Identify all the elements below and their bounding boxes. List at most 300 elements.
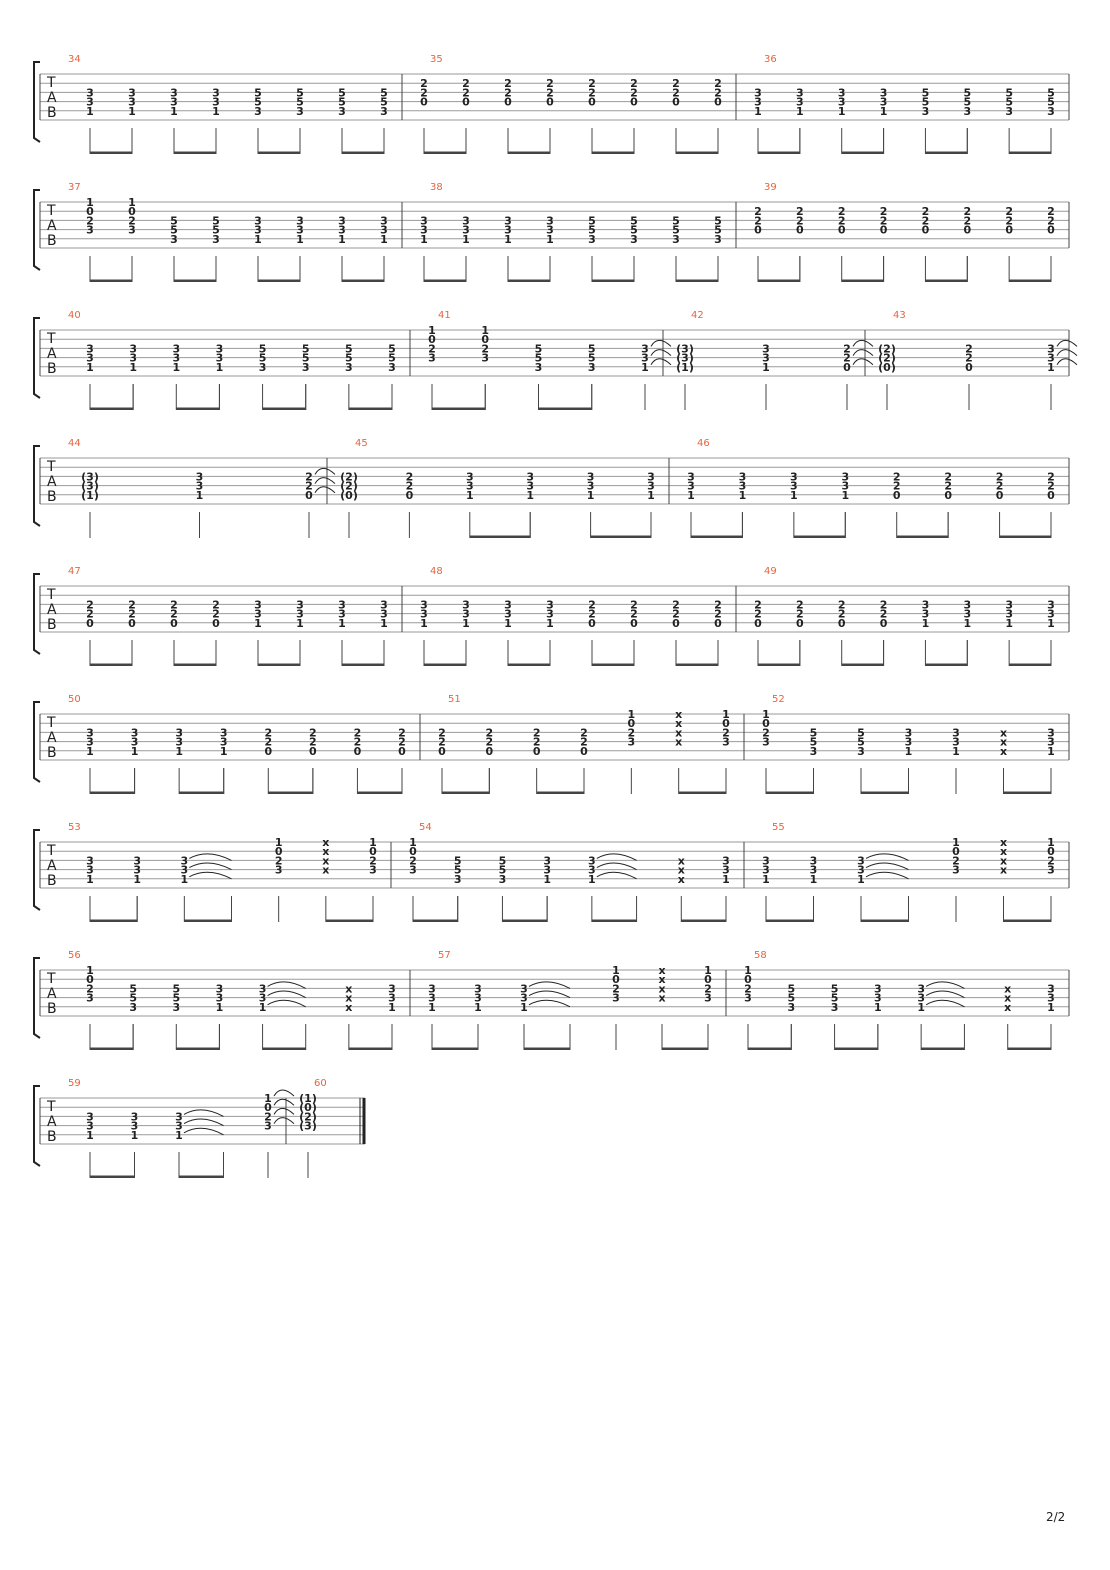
fret-number: 2	[796, 205, 804, 219]
fret-number: 0	[892, 488, 901, 502]
fret-number: 3	[465, 479, 474, 493]
fret-number: 2	[944, 479, 952, 493]
fret-number: 3	[254, 598, 262, 612]
fret-number: 3	[345, 360, 353, 374]
fret-number: 0	[438, 744, 446, 758]
fret-number: 2	[921, 205, 930, 219]
fret-number: 3	[388, 360, 396, 374]
fret-number: 3	[129, 351, 137, 365]
fret-number: 5	[714, 223, 722, 237]
tie-arc	[651, 359, 671, 365]
fret-number: 2	[438, 726, 446, 740]
measure	[68, 694, 406, 794]
fret-number: 2	[965, 351, 973, 365]
fret-number: 5	[588, 223, 596, 237]
fret-number: 1	[462, 616, 470, 630]
fret-number: 2	[588, 86, 596, 100]
fret-number: x	[658, 982, 666, 996]
fret-number: 0	[754, 223, 762, 237]
fret-number: 1	[128, 196, 136, 209]
slur-arc	[529, 982, 570, 989]
fret-number: x	[658, 991, 666, 1005]
fret-number: 5	[129, 991, 137, 1005]
fret-number: 2	[353, 735, 362, 749]
measure-number: 44	[68, 438, 81, 449]
fret-number: 5	[254, 95, 262, 109]
measure-number: 43	[893, 310, 906, 321]
tab-clef-letter: T	[47, 715, 56, 731]
beam	[432, 1048, 478, 1051]
fret-number: 1	[874, 1000, 882, 1014]
fret-number: 2	[892, 470, 901, 484]
fret-number: 1	[754, 104, 762, 118]
fret-number: 0	[353, 744, 362, 758]
fret-number: 3	[86, 86, 94, 100]
tab-clef-letter: A	[47, 1114, 57, 1130]
fret-number: 5	[338, 86, 346, 100]
fret-number: 3	[762, 735, 770, 749]
fret-number: 3	[420, 598, 428, 612]
fret-number: 1	[520, 1000, 528, 1014]
tab-system	[34, 54, 1069, 154]
fret-number: 0	[485, 744, 494, 758]
fret-number: 2	[1047, 854, 1055, 868]
fret-number: 5	[787, 991, 796, 1005]
beam	[342, 152, 384, 155]
fret-number: 3	[409, 863, 417, 877]
fret-number: 3	[520, 991, 528, 1005]
fret-number: 3	[380, 598, 388, 612]
measure-number: 46	[697, 438, 710, 449]
fret-number: 3	[219, 726, 228, 740]
fret-number: 3	[641, 342, 649, 356]
fret-number: 3	[526, 479, 535, 493]
fret-number: 5	[345, 342, 353, 356]
fret-number: 3	[879, 95, 888, 109]
fret-number: 1	[546, 232, 554, 246]
fret-number: 0	[409, 845, 417, 859]
fret-number: 3	[504, 598, 512, 612]
slur-arc	[597, 854, 637, 861]
beam	[591, 536, 651, 539]
fret-number: 2	[1005, 214, 1013, 228]
tab-clef-letter: A	[47, 602, 57, 618]
beam	[508, 280, 550, 283]
fret-number: 1	[722, 872, 730, 886]
fret-number: 1	[1047, 836, 1055, 849]
fret-number: 3	[254, 104, 262, 118]
fret-number: 3	[129, 342, 137, 356]
fret-number: 3	[212, 86, 220, 100]
fret-number: 1	[921, 616, 930, 630]
fret-number: 3	[172, 351, 181, 365]
fret-number: 2	[86, 598, 94, 612]
fret-number: 0	[580, 744, 588, 758]
fret-number: x	[999, 854, 1008, 868]
fret-number: 3	[215, 342, 224, 356]
fret-number: 3	[212, 232, 220, 246]
fret-number: 1	[879, 104, 888, 118]
fret-number: 2	[86, 214, 94, 228]
fret-number: 3	[420, 607, 428, 621]
fret-number: 5	[830, 982, 839, 996]
fret-number: 2	[409, 854, 417, 868]
fret-number: 1	[722, 708, 730, 721]
fret-number: 0	[398, 744, 406, 758]
fret-number: 1	[809, 872, 818, 886]
fret-number: 3	[857, 744, 865, 758]
fret-number: 5	[170, 214, 178, 228]
tab-clef-letter: B	[47, 105, 57, 121]
fret-number: 3	[879, 86, 888, 100]
fret-number: 2	[128, 607, 136, 621]
fret-number: 3	[504, 223, 512, 237]
fret-number: (3)	[299, 1119, 317, 1133]
fret-number: 3	[722, 854, 730, 868]
fret-number: 2	[843, 342, 851, 356]
fret-number: 3	[380, 214, 388, 228]
fret-number: 3	[546, 598, 554, 612]
fret-number: (1)	[299, 1092, 317, 1105]
fret-number: 1	[738, 488, 747, 502]
fret-number: 2	[1047, 479, 1055, 493]
fret-number: 3	[128, 86, 136, 100]
beam	[174, 152, 216, 155]
fret-number: 3	[86, 991, 94, 1005]
fret-number: 5	[830, 991, 839, 1005]
beam	[539, 408, 592, 411]
fret-number: 3	[380, 607, 388, 621]
fret-number: 3	[762, 863, 770, 877]
measure	[68, 950, 396, 1050]
fret-number: 3	[1047, 735, 1055, 749]
fret-number: 5	[672, 223, 680, 237]
fret-number: 3	[1047, 726, 1055, 740]
fret-number: 3	[526, 470, 535, 484]
fret-number: 1	[704, 964, 712, 977]
fret-number: 1	[1047, 744, 1055, 758]
beam	[508, 664, 550, 667]
measure	[754, 566, 1055, 666]
fret-number: 3	[86, 1119, 94, 1133]
fret-number: 3	[462, 598, 470, 612]
fret-number: 1	[762, 708, 770, 721]
measure	[676, 310, 873, 410]
fret-number: 2	[879, 598, 888, 612]
fret-number: 0	[546, 95, 554, 109]
beam	[176, 408, 219, 411]
tie-arc	[853, 350, 873, 356]
fret-number: 3	[254, 214, 262, 228]
fret-number: x	[322, 836, 330, 849]
tab-clef-letter: T	[47, 75, 56, 91]
beam	[1004, 920, 1052, 923]
fret-number: 3	[254, 607, 262, 621]
fret-number: x	[1004, 982, 1012, 996]
fret-number: 1	[917, 1000, 925, 1014]
slur-arc	[189, 854, 231, 861]
fret-number: 3	[388, 982, 396, 996]
fret-number: 2	[892, 479, 901, 493]
fret-number: 2	[714, 86, 722, 100]
fret-number: 1	[130, 744, 139, 758]
fret-number: 0	[714, 95, 722, 109]
beam	[424, 664, 466, 667]
slur-arc	[597, 872, 637, 879]
fret-number: 5	[212, 223, 220, 237]
beam	[758, 664, 800, 667]
fret-number: x	[999, 735, 1008, 749]
measure-number: 51	[448, 694, 461, 705]
fret-number: 0	[128, 616, 136, 630]
fret-number: 3	[857, 863, 865, 877]
fret-number: 3	[264, 1119, 272, 1133]
beam	[176, 1048, 219, 1051]
fret-number: x	[677, 863, 685, 877]
fret-number: 3	[338, 607, 346, 621]
fret-number: 2	[438, 735, 446, 749]
fret-number: 3	[170, 95, 178, 109]
fret-number: 1	[296, 616, 304, 630]
tie-arc	[651, 350, 671, 356]
fret-number: (0)	[878, 360, 896, 374]
fret-number: 3	[874, 982, 882, 996]
fret-number: 3	[86, 735, 94, 749]
fret-number: x	[345, 991, 353, 1005]
fret-number: 3	[462, 223, 470, 237]
fret-number: 0	[1047, 845, 1055, 859]
beam	[349, 408, 392, 411]
fret-number: 0	[762, 717, 770, 731]
fret-number: 3	[128, 95, 136, 109]
beam	[679, 792, 726, 795]
fret-number: 3	[504, 607, 512, 621]
beam	[342, 280, 384, 283]
beam	[90, 1176, 135, 1179]
fret-number: (0)	[299, 1101, 317, 1115]
fret-number: 1	[215, 1000, 224, 1014]
fret-number: 2	[965, 342, 973, 356]
fret-number: 2	[504, 77, 512, 91]
tab-system	[34, 438, 1069, 538]
fret-number: 2	[309, 726, 317, 740]
tab-clef-letter: T	[47, 971, 56, 987]
fret-number: 2	[420, 86, 428, 100]
beam	[861, 920, 909, 923]
tie-arc	[315, 487, 335, 493]
fret-number: 0	[837, 223, 846, 237]
fret-number: 3	[86, 223, 94, 237]
fret-number: 3	[296, 104, 304, 118]
fret-number: 5	[1047, 86, 1055, 100]
beam	[662, 1048, 708, 1051]
fret-number: 2	[86, 607, 94, 621]
fret-number: 3	[641, 351, 649, 365]
slur-arc	[184, 1110, 224, 1117]
tab-clef-letter: A	[47, 218, 57, 234]
fret-number: 1	[647, 488, 655, 502]
fret-number: 3	[1047, 991, 1055, 1005]
fret-number: 3	[301, 360, 310, 374]
beam	[592, 152, 634, 155]
fret-number: 2	[481, 342, 490, 356]
fret-number: 3	[722, 863, 730, 877]
fret-number: 2	[630, 86, 638, 100]
measure	[299, 1078, 327, 1178]
measure-number: 58	[754, 950, 767, 961]
fret-number: 2	[837, 205, 846, 219]
fret-number: 2	[398, 726, 406, 740]
measure-number: 57	[438, 950, 451, 961]
tab-clef-letter: T	[47, 203, 56, 219]
fret-number: 5	[212, 214, 220, 228]
measure-number: 40	[68, 310, 81, 321]
fret-number: 0	[274, 845, 283, 859]
beam	[413, 920, 458, 923]
tab-clef-letter: B	[47, 745, 57, 761]
fret-number: x	[1004, 1000, 1012, 1014]
beam	[842, 280, 884, 283]
fret-number: 2	[580, 735, 588, 749]
fret-number: 1	[481, 324, 490, 337]
fret-number: 3	[647, 470, 655, 484]
fret-number: 1	[465, 488, 474, 502]
fret-number: (1)	[676, 360, 694, 374]
measure	[428, 950, 712, 1050]
beam	[691, 536, 742, 539]
measure-number: 49	[764, 566, 777, 577]
tie-arc	[853, 359, 873, 365]
fret-number: 5	[296, 95, 304, 109]
measure-number: 56	[68, 950, 81, 961]
fret-number: 2	[627, 726, 636, 740]
beam	[179, 792, 224, 795]
tab-clef-letter: B	[47, 617, 57, 633]
measure-number: 39	[764, 182, 777, 193]
fret-number: 2	[879, 607, 888, 621]
fret-number: 3	[754, 95, 762, 109]
fret-number: 1	[338, 232, 346, 246]
fret-number: 1	[504, 616, 512, 630]
fret-number: 1	[274, 836, 283, 849]
slur-arc	[189, 863, 231, 870]
fret-number: 1	[543, 872, 551, 886]
fret-number: 2	[212, 607, 220, 621]
fret-number: 3	[254, 223, 262, 237]
beam	[342, 664, 384, 667]
fret-number: 1	[586, 488, 595, 502]
fret-number: 1	[526, 488, 535, 502]
fret-number: 0	[796, 223, 804, 237]
system-bracket	[34, 1086, 40, 1166]
beam	[921, 1048, 964, 1051]
fret-number: 1	[1047, 360, 1055, 374]
slur-arc	[926, 991, 964, 998]
fret-number: 3	[369, 863, 377, 877]
fret-number: 0	[630, 95, 638, 109]
beam	[1004, 792, 1052, 795]
fret-number: 2	[963, 214, 972, 228]
fret-number: 5	[963, 86, 972, 100]
fret-number: 2	[504, 86, 512, 100]
tab-system	[34, 566, 1069, 666]
beam	[263, 408, 306, 411]
measure-number: 60	[314, 1078, 327, 1089]
fret-number: 3	[543, 854, 551, 868]
fret-number: 3	[744, 991, 752, 1005]
tab-clef-letter: T	[47, 843, 56, 859]
fret-number: 3	[546, 214, 554, 228]
fret-number: 5	[296, 86, 304, 100]
beam	[842, 664, 884, 667]
fret-number: 1	[369, 836, 377, 849]
tab-clef-letter: T	[47, 1099, 56, 1115]
fret-number: 1	[130, 1128, 139, 1142]
fret-number: 5	[388, 342, 396, 356]
system-bracket	[34, 62, 40, 142]
beam	[1009, 152, 1051, 155]
fret-number: 5	[380, 95, 388, 109]
fret-number: 1	[133, 872, 141, 886]
fret-number: 1	[687, 488, 695, 502]
fret-number: 3	[172, 1000, 181, 1014]
measure	[762, 694, 1055, 794]
fret-number: 3	[904, 726, 913, 740]
fret-number: 2	[944, 470, 952, 484]
fret-number: x	[677, 854, 685, 868]
fret-number: 2	[353, 726, 362, 740]
measure-number: 36	[764, 54, 777, 65]
slur-arc	[268, 991, 306, 998]
fret-number: 2	[879, 205, 888, 219]
beam	[258, 280, 300, 283]
fret-number: 3	[130, 735, 139, 749]
fret-number: 1	[175, 744, 183, 758]
fret-number: 5	[587, 342, 596, 356]
fret-number: 3	[1047, 342, 1055, 356]
fret-number: (3)	[676, 351, 694, 365]
fret-number: 3	[195, 470, 204, 484]
fret-number: 1	[952, 744, 960, 758]
tie-arc	[853, 340, 873, 346]
fret-number: 0	[612, 973, 620, 987]
fret-number: 0	[672, 95, 680, 109]
fret-number: 3	[809, 863, 818, 877]
beam	[676, 664, 718, 667]
tab-clef-letter: A	[47, 730, 57, 746]
beam	[842, 152, 884, 155]
fret-number: 0	[952, 845, 960, 859]
fret-number: x	[999, 863, 1008, 877]
beam	[90, 1048, 133, 1051]
fret-number: 3	[796, 95, 804, 109]
fret-number: 1	[1047, 1000, 1055, 1014]
beam	[174, 280, 216, 283]
fret-number: 5	[254, 86, 262, 100]
fret-number: 2	[754, 598, 762, 612]
fret-number: 3	[587, 360, 596, 374]
fret-number: 1	[904, 744, 913, 758]
fret-number: 3	[647, 479, 655, 493]
beam	[357, 792, 402, 795]
beam	[794, 536, 845, 539]
fret-number: 3	[180, 854, 189, 868]
fret-number: 1	[474, 1000, 482, 1014]
beam	[925, 152, 967, 155]
tie-arc	[274, 1099, 294, 1105]
fret-number: 2	[744, 982, 752, 996]
beam	[424, 280, 466, 283]
